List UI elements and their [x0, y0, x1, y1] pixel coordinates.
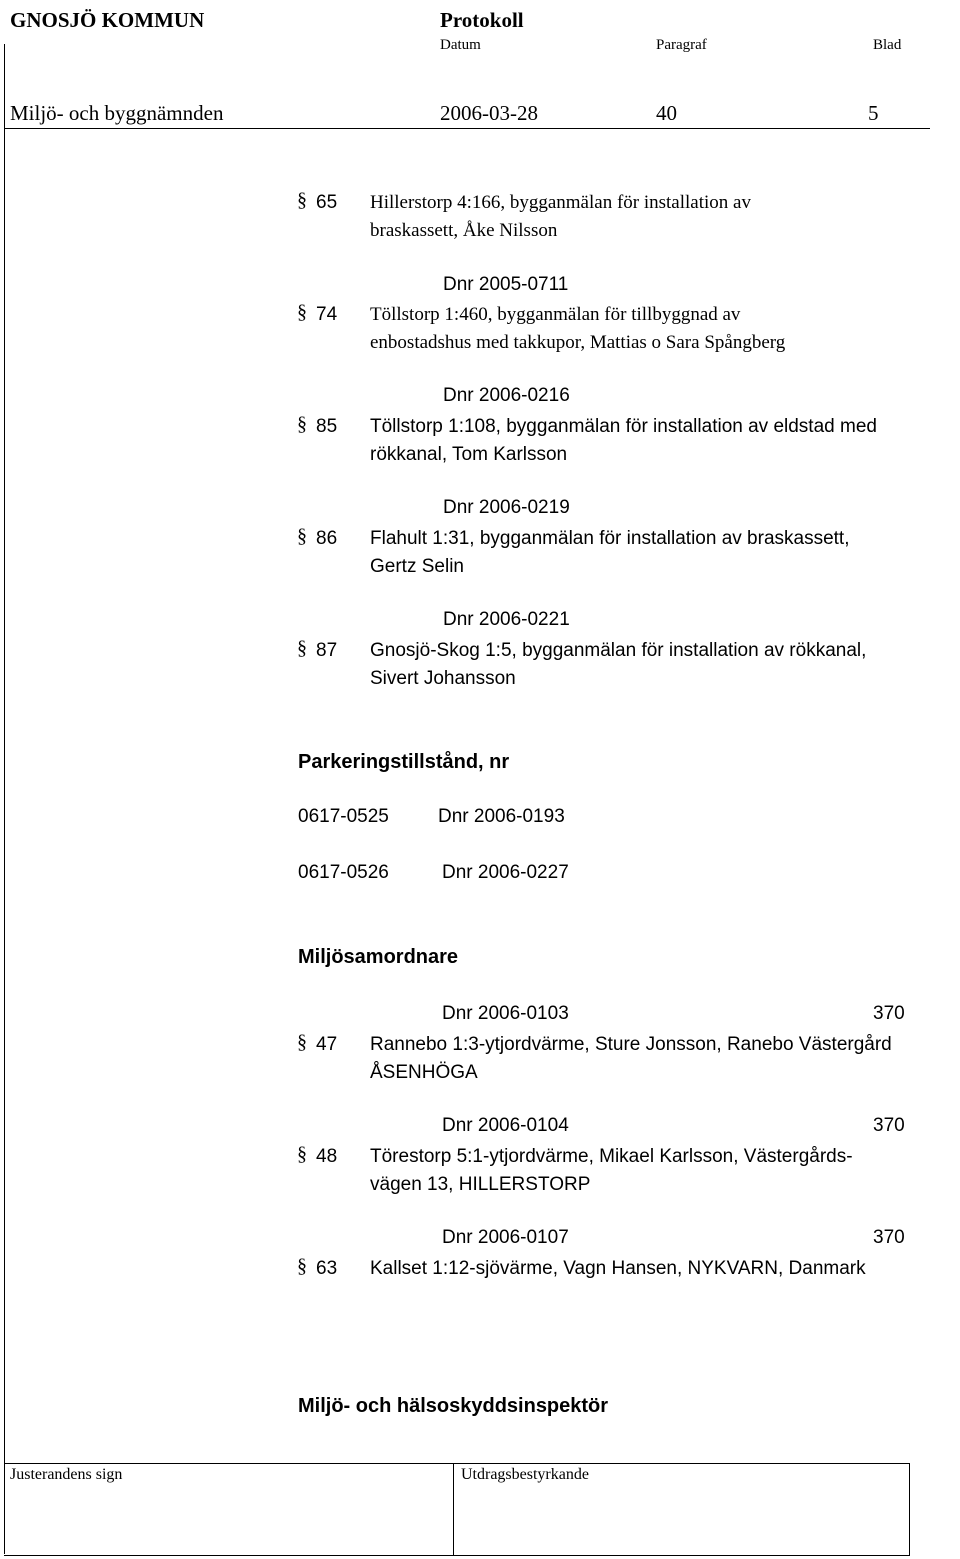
env-case-description-cont: vägen 13, HILLERSTORP	[370, 1174, 591, 1195]
case-dnr: Dnr 2005-0711	[443, 274, 569, 295]
page-label: Blad	[873, 37, 902, 53]
section-symbol: §	[297, 1255, 307, 1277]
case-dnr: Dnr 2006-0221	[443, 609, 570, 630]
certification-label: Utdragsbestyrkande	[461, 1466, 589, 1483]
inspector-heading: Miljö- och hälsoskyddsinspektör	[298, 1395, 609, 1417]
case-dnr: Dnr 2006-0219	[443, 497, 570, 518]
left-margin-rule	[4, 44, 5, 1554]
section-symbol: §	[297, 637, 307, 659]
env-case-code: 370	[873, 1003, 905, 1024]
case-description-cont: Sivert Johansson	[370, 668, 516, 689]
case-number: 85	[316, 416, 338, 437]
env-case-dnr: Dnr 2006-0107	[442, 1227, 569, 1248]
section-symbol: §	[297, 1143, 307, 1165]
case-description-cont: enbostadshus med takkupor, Mattias o Sara Spångberg	[370, 332, 786, 353]
case-number: 87	[316, 640, 338, 661]
case-description: Hillerstorp 4:166, bygganmälan för installation av	[370, 192, 751, 213]
env-case-dnr: Dnr 2006-0103	[442, 1003, 569, 1024]
footer-divider	[453, 1463, 454, 1555]
env-case-number: 63	[316, 1258, 338, 1279]
env-case-dnr: Dnr 2006-0104	[442, 1115, 569, 1136]
footer-right-rule	[909, 1463, 910, 1555]
env-case-code: 370	[873, 1227, 905, 1248]
case-number: 65	[316, 192, 338, 213]
date-label: Datum	[440, 37, 481, 53]
case-description-cont: braskassett, Åke Nilsson	[370, 220, 558, 241]
env-case-description: Kallset 1:12-sjövärme, Vagn Hansen, NYKVARN, Danmark	[370, 1258, 866, 1279]
case-dnr: Dnr 2006-0216	[443, 385, 570, 406]
env-case-description: Rannebo 1:3-ytjordvärme, Sture Jonsson, Ranebo Västergård	[370, 1034, 892, 1055]
parking-heading: Parkeringstillstånd, nr	[298, 751, 510, 773]
case-description: Gnosjö-Skog 1:5, bygganmälan för installation av rökkanal,	[370, 640, 867, 661]
paragraph-label: Paragraf	[656, 37, 707, 53]
case-description: Flahult 1:31, bygganmälan för installation av braskassett,	[370, 528, 850, 549]
parking-dnr: Dnr 2006-0227	[442, 862, 569, 883]
env-case-description-cont: ÅSENHÖGA	[370, 1062, 478, 1083]
committee-name: Miljö- och byggnämnden	[10, 101, 224, 125]
organization-name: GNOSJÖ KOMMUN	[10, 8, 205, 32]
case-description: Töllstorp 1:460, bygganmälan för tillbyggnad av	[370, 304, 741, 325]
page-number: 5	[868, 101, 879, 125]
header-rule	[4, 128, 930, 129]
section-symbol: §	[297, 189, 307, 211]
footer-top-rule	[4, 1463, 910, 1464]
paragraph-number: 40	[656, 101, 677, 125]
case-description-cont: Gertz Selin	[370, 556, 464, 577]
section-symbol: §	[297, 525, 307, 547]
parking-dnr: Dnr 2006-0193	[438, 806, 565, 827]
environment-heading: Miljösamordnare	[298, 946, 459, 968]
case-number: 86	[316, 528, 338, 549]
case-number: 74	[316, 304, 338, 325]
parking-permit-number: 0617-0526	[298, 862, 389, 883]
env-case-number: 47	[316, 1034, 338, 1055]
section-symbol: §	[297, 413, 307, 435]
section-symbol: §	[297, 1031, 307, 1053]
signature-label: Justerandens sign	[10, 1466, 123, 1483]
meeting-date: 2006-03-28	[440, 101, 538, 125]
env-case-number: 48	[316, 1146, 338, 1167]
env-case-code: 370	[873, 1115, 905, 1136]
case-description-cont: rökkanal, Tom Karlsson	[370, 444, 568, 465]
parking-permit-number: 0617-0525	[298, 806, 389, 827]
section-symbol: §	[297, 301, 307, 323]
document-type: Protokoll	[440, 8, 524, 32]
case-description: Töllstorp 1:108, bygganmälan för installation av eldstad med	[370, 416, 877, 437]
env-case-description: Törestorp 5:1-ytjordvärme, Mikael Karlsson, Västergårds-	[370, 1146, 853, 1167]
footer-bottom-rule	[4, 1555, 910, 1556]
